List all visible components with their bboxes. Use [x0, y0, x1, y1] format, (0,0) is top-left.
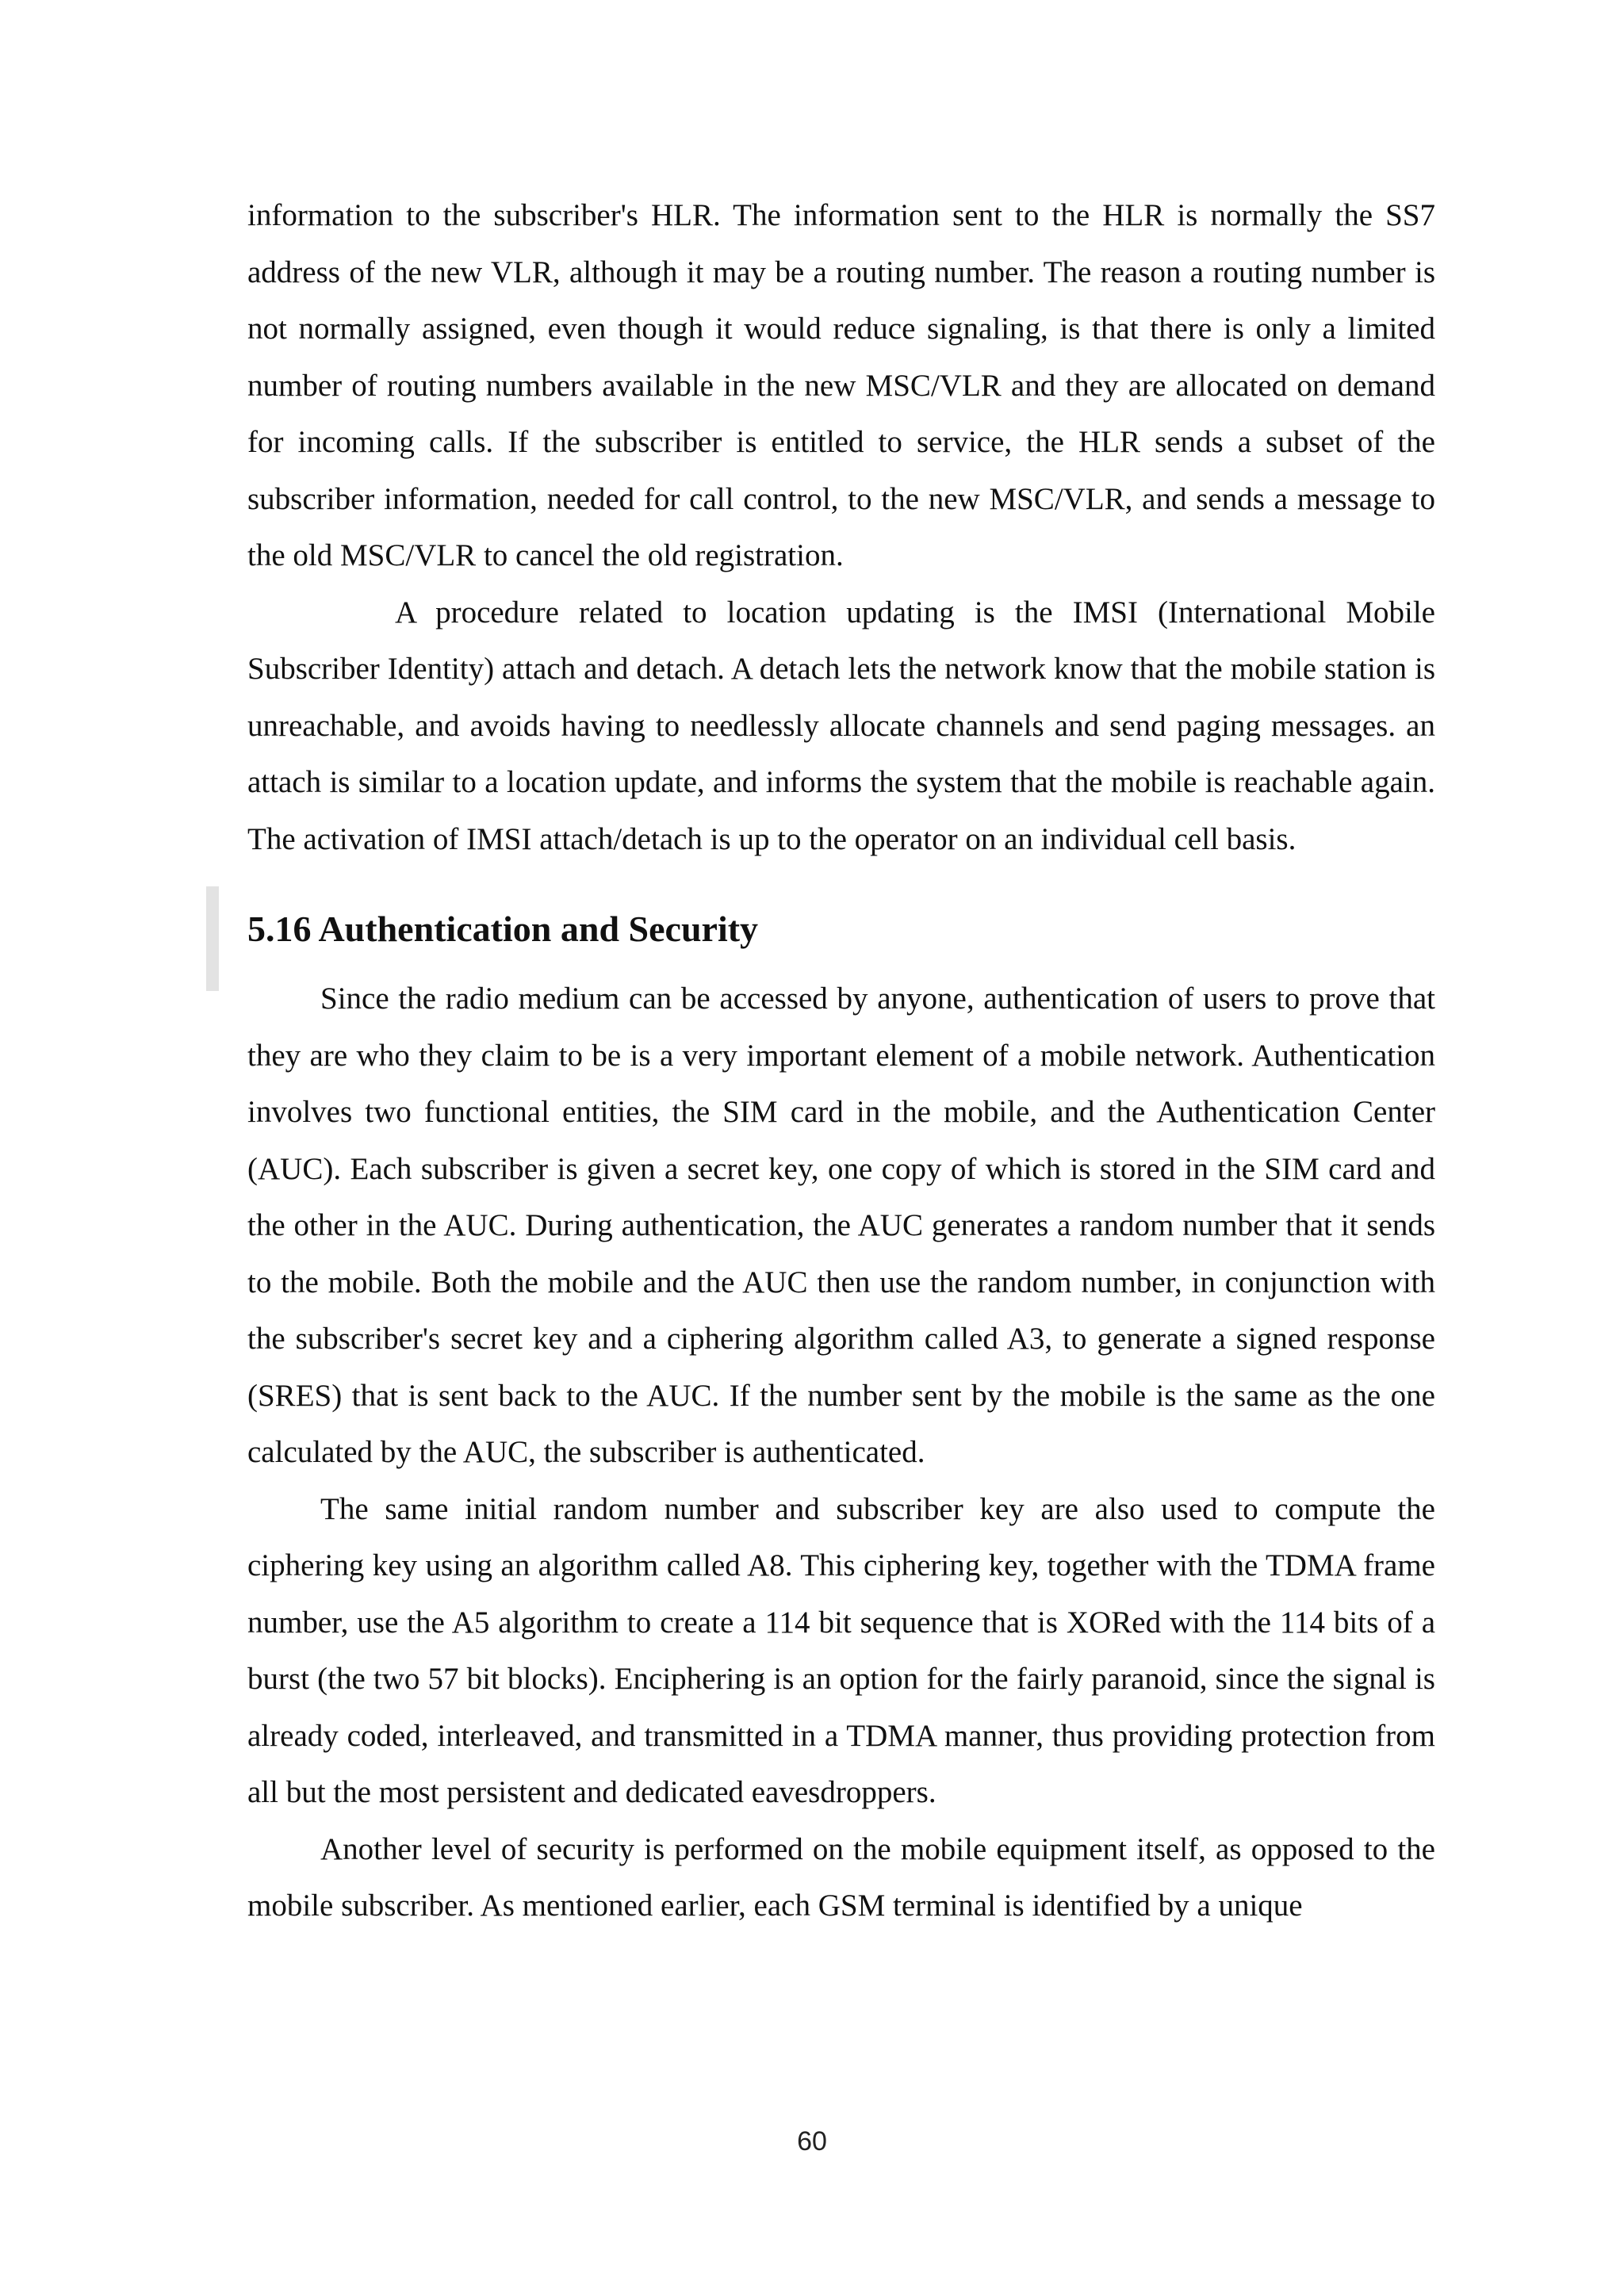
section-heading: 5.16 Authentication and Security — [247, 909, 759, 949]
document-page — [247, 187, 1435, 1934]
section-heading-block — [247, 896, 1435, 962]
paragraph-imsi-attach-detach: A procedure related to location updating is the IMSI (International Mobile Subscriber Identity) attach and detach. A detach lets the network know that the mobile station is unreachable, and avoids having to needlessly allocate channels and send paging messages. an attach is similar to a location update, and informs the system that the mobile is reachable again. The activation of IMSI attach/detach is up to the operator on an individual cell basis. — [247, 595, 1435, 856]
paragraph-location-update-hlr: information to the subscriber's HLR. The information sent to the HLR is normally the SS7 address of the new VLR, although it may be a routing number. The reason a routing number is not normally assigned, even though it would reduce signaling, is that there is only a limited number of routing numbers available in the new MSC/VLR and they are allocated on demand for incoming calls. If the subscriber is entitled to service, the HLR sends a subset of the subscriber information, needed for call control, to the new MSC/VLR, and sends a message to the old MSC/VLR to cancel the old registration. — [247, 198, 1435, 572]
paragraph-authentication: Since the radio medium can be accessed by anyone, authentication of users to prove that they are who they claim to be is a very important element of a mobile network. Authentication involves two functional entities, the SIM card in the mobile, and the Authentication Center (AUC). Each subscriber is given a secret key, one copy of which is stored in the SIM card and the other in the AUC. During authentication, the AUC generates a random number that it sends to the mobile. Both the mobile and the AUC then use the random number, in conjunction with the subscriber's secret key and a ciphering algorithm called A3, to generate a signed response (SRES) that is sent back to the AUC. If the number sent by the mobile is the same as the one calculated by the AUC, the subscriber is authenticated. — [247, 982, 1435, 1469]
paragraph-equipment-security: Another level of security is performed on the mobile equipment itself, as opposed to the mobile subscriber. As mentioned earlier, each GSM terminal is identified by a unique — [247, 1831, 1435, 1923]
paragraph-ciphering: The same initial random number and subscriber key are also used to compute the ciphering key using an algorithm called A8. This ciphering key, together with the TDMA frame number, use the A5 algorithm to create a 114 bit sequence that is XORed with the 114 bits of a burst (the two 57 bit blocks). Enciphering is an option for the fairly paranoid, since the signal is already coded, interleaved, and transmitted in a TDMA manner, thus providing protection from all but the most persistent and dedicated eavesdroppers. — [247, 1491, 1435, 1809]
page-number: 60 — [797, 2126, 827, 2156]
heading-marker-bar — [206, 886, 219, 991]
